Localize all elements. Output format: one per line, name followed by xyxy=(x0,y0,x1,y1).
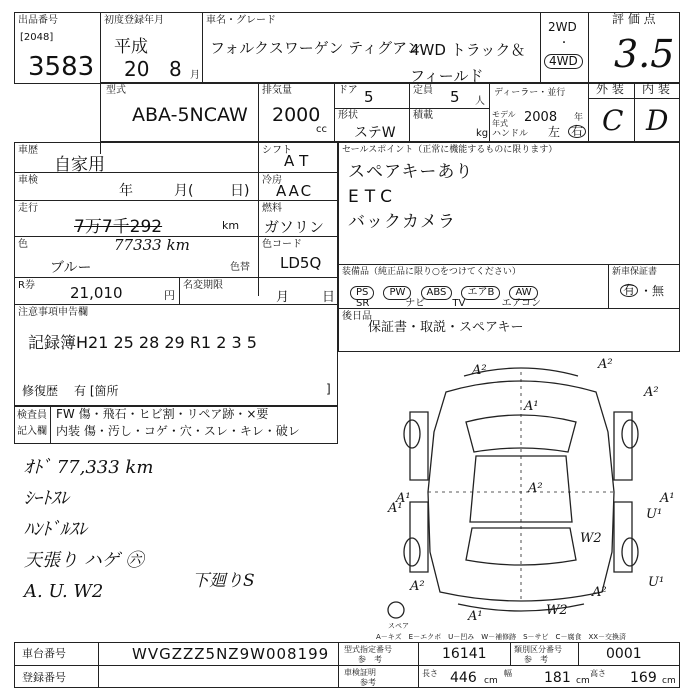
damage-mark: A¹ xyxy=(396,491,411,506)
damage-mark: W2 xyxy=(580,531,602,546)
dims-label: 車検証明 xyxy=(344,668,376,677)
drive-dot: ・ xyxy=(559,38,569,49)
spare-label: スペア xyxy=(388,622,409,630)
repair-label: 修復歴 xyxy=(22,384,59,398)
name-change-label: 名変期限 xyxy=(183,280,223,291)
warranty-dot: ・ xyxy=(640,284,653,298)
note-line: ｵﾄﾞ 77,333 km xyxy=(24,457,154,478)
recycle-label: R券 xyxy=(18,280,35,291)
inspection-month: 月( xyxy=(174,183,194,199)
equip-pw: PW xyxy=(383,286,411,300)
dims-sub: 参考 xyxy=(360,678,376,687)
type-value: ABA-5NCAW xyxy=(132,104,248,126)
color-label: 色 xyxy=(18,239,28,250)
type-label: 型式 xyxy=(106,85,126,96)
damage-mark: A² xyxy=(472,363,487,378)
sales-point: スペアキーあり xyxy=(348,162,474,182)
width-value: 181 xyxy=(544,670,571,686)
handle-label: ハンドル xyxy=(492,129,529,139)
warranty-label: 新車保証書 xyxy=(612,267,658,277)
damage-mark: U¹ xyxy=(648,575,665,590)
capacity-label: 定員 xyxy=(413,85,433,96)
damage-mark: U¹ xyxy=(646,507,663,522)
interior-label: 内 装 xyxy=(642,82,670,96)
height-value: 169 xyxy=(630,670,657,686)
damage-mark: A² xyxy=(598,357,613,372)
model-year-label: モデル年式 xyxy=(492,110,516,128)
displacement-label: 排気量 xyxy=(262,85,292,96)
equip-ps: PS xyxy=(350,286,374,300)
equip-abs: ABS xyxy=(421,286,453,300)
handle-left: 左 xyxy=(548,125,561,139)
lot-label: 出品番号 xyxy=(18,15,58,26)
era: 平成 xyxy=(114,37,148,57)
sales-point: ETC xyxy=(348,187,398,207)
inspection-year: 年 xyxy=(119,183,133,199)
options-label: 後日品 xyxy=(342,311,372,322)
recycle-value: 21,010 xyxy=(70,284,123,302)
notes-value: 記録簿H21 25 28 29 R1 2 3 5 xyxy=(28,333,257,352)
model-code-sub: 参 考 xyxy=(358,655,382,664)
interior-value: D xyxy=(646,104,669,137)
length-value: 446 xyxy=(450,670,477,686)
cooler-value: AAC xyxy=(276,182,314,200)
equip-sr: SR xyxy=(356,298,370,309)
doors-value: 5 xyxy=(364,88,374,106)
drive-4wd: 4WD xyxy=(544,54,583,69)
shape-label: 形状 xyxy=(338,110,358,121)
mileage-value: 7万7千292 xyxy=(74,217,163,237)
month-unit: 月 xyxy=(190,70,200,81)
notes-label: 注意事項申告欄 xyxy=(18,307,88,318)
mileage-label: 走行 xyxy=(18,203,38,214)
damage-mark: A² xyxy=(528,481,543,496)
inspector-line2: 内装 傷・汚し・コゲ・穴・スレ・キレ・破レ xyxy=(56,424,300,438)
car-name: フォルクスワーゲン ティグアン xyxy=(210,39,422,57)
history-label: 車歴 xyxy=(18,145,38,156)
damage-mark: A¹ xyxy=(468,609,483,624)
note-line: ｼｰﾄｽﾚ xyxy=(24,488,69,509)
note-line: A. U. W2 xyxy=(24,581,104,602)
model-code-label: 型式指定番号 xyxy=(344,645,392,654)
model-grade-label: 車名・グレード xyxy=(206,15,276,26)
note-line: ﾊﾝﾄﾞﾙｽﾚ xyxy=(24,519,87,540)
chassis-value: WVGZZZ5NZ9W008199 xyxy=(132,645,330,663)
reg-label: 登録番号 xyxy=(22,671,66,684)
class-code-sub: 参 考 xyxy=(524,655,548,664)
drive-2wd: 2WD xyxy=(548,20,577,34)
rating-label: 評 価 点 xyxy=(612,12,656,26)
width-unit: cm xyxy=(576,676,590,686)
options-value: 保証書・取説・スペアキー xyxy=(368,320,524,335)
lot-small: [2048] xyxy=(20,32,54,43)
doors-label: ドア xyxy=(338,85,358,96)
inspector-line1: FW 傷・飛石・ヒビ割・リペア跡・×要 xyxy=(56,407,269,421)
length-label: 長さ xyxy=(422,669,438,678)
color-note: 77333 km xyxy=(114,236,190,254)
damage-mark: A² xyxy=(592,585,607,600)
model-year-value: 2008 xyxy=(524,110,558,125)
color-value: ブルー xyxy=(50,260,92,276)
capacity-value: 5 xyxy=(450,88,460,106)
inspection-day: 日) xyxy=(230,183,250,199)
car-damage-diagram xyxy=(376,352,675,630)
capacity-unit: 人 xyxy=(475,96,485,107)
first-reg-label: 初度登録年月 xyxy=(104,15,164,26)
displacement-unit: cc xyxy=(316,124,327,135)
auction-sheet: 出品番号 [2048] 3583 初度登録年月 平成 20 8 月 車名・グレード フォルクスワーゲン ティグアン 4WD トラック＆フィールド 2WD ・ 4WD 評 価 点 3.5 型式 ABA-5NCAW 排気量 2000 cc ドア 5 定員 5 人 形状 ステW 積載 kg ディーラー・並行 モデル年式 2008 年 ハンドル 左 右 外 装 内 装 C D 車歴 自家用 シフト AT 車検 年 月( 日) 冷房 AAC 走行 7万7千292 km 燃料 ガソリン 色 77333 km ブルー 色替 色コード LD5Q R券 21,010 円 名変期限 月 日 注意事項申告欄 記録簿H21 25 28 29 R1 2 3 5 修復歴 有 [箇所 ] セールスポイント（正常に機能するものに限ります） スペアキーあり ETC バックカメラ 装備品（純正品に限り○をつけてください） PS PW ABS エアB AW SR ナビ TV エアコン 新車保証書 有 ・ 無 後日品 保証書・取説・スペアキー 検査員 記入欄 FW 傷・飛石・ヒビ割・リペア跡・×要 内装 傷・汚し・コゲ・穴・スレ・キレ・破レ ｵﾄﾞ 77,333 km ｼｰﾄｽﾚ ﾊﾝﾄﾞﾙｽﾚ 天張り ハゲ ㊅ A. U. W2 下廻りS A² A² A² A² A² A² A¹ A¹ A¹ A¹ U¹ U¹ W2 W2 A¹ スペア A－キズ E－エクボ U－凹み W－補修跡 S－サビ C－腐食 XX－交換済 車台番号 WVGZZZ5NZ9W008199 登録番号 型式指定番号 参 考 16141 類別区分番号 参 考 0001 車検証明 参考 長さ 446 cm 幅 181 cm 高さ 169 cm xyxy=(14,12,680,688)
handwritten-notes xyxy=(24,452,153,607)
inspector-label1: 検査員 xyxy=(17,410,47,421)
height-label: 高さ xyxy=(590,669,606,678)
rating-value: 3.5 xyxy=(614,32,675,76)
load-unit: kg xyxy=(476,128,489,139)
height-unit: cm xyxy=(662,676,676,686)
dealer-label: ディーラー・並行 xyxy=(494,88,566,98)
damage-mark: A¹ xyxy=(660,491,675,506)
fuel-label: 燃料 xyxy=(262,203,282,214)
shape-value: ステW xyxy=(354,125,396,141)
damage-mark: A¹ xyxy=(388,501,403,516)
load-label: 積載 xyxy=(413,110,433,121)
equip-aircon: エアコン xyxy=(501,298,542,309)
inspector-label2: 記入欄 xyxy=(17,426,47,437)
color-code-value: LD5Q xyxy=(280,254,322,272)
color-replace-label: 色替 xyxy=(230,262,250,273)
history-value: 自家用 xyxy=(54,155,105,175)
inspection-label: 車検 xyxy=(18,175,38,186)
shift-value: AT xyxy=(284,152,315,170)
equip-tv: TV xyxy=(452,298,466,309)
year: 20 xyxy=(124,57,150,81)
sales-point: バックカメラ xyxy=(348,212,456,232)
class-code-value: 0001 xyxy=(606,646,642,662)
displacement-value: 2000 xyxy=(272,104,321,126)
damage-mark: A² xyxy=(644,385,659,400)
exterior-value: C xyxy=(602,104,624,137)
width-label: 幅 xyxy=(504,669,512,678)
equip-navi: ナビ xyxy=(405,298,426,309)
model-code-value: 16141 xyxy=(442,646,487,662)
exterior-label: 外 装 xyxy=(596,82,624,96)
cooler-label: 冷房 xyxy=(262,175,282,186)
sales-label: セールスポイント（正常に機能するものに限ります） xyxy=(342,145,558,155)
name-change-month: 月 xyxy=(276,290,290,305)
repair-value: 有 [箇所 xyxy=(74,384,119,398)
month: 8 xyxy=(169,57,182,81)
handle-right: 右 xyxy=(568,125,586,138)
shift-label: シフト xyxy=(262,145,292,156)
fuel-value: ガソリン xyxy=(264,218,325,236)
warranty-no: 無 xyxy=(652,284,665,298)
recycle-unit: 円 xyxy=(164,289,175,302)
mileage-unit: km xyxy=(222,219,240,232)
class-code-label: 類別区分番号 xyxy=(514,645,562,654)
damage-mark: A¹ xyxy=(524,399,539,414)
equip-aw: AW xyxy=(509,286,537,300)
note-line: 天張り ハゲ ㊅ xyxy=(24,550,144,571)
damage-legend: A－キズ E－エクボ U－凹み W－補修跡 S－サビ C－腐食 XX－交換済 xyxy=(376,633,627,641)
warranty-yes: 有 xyxy=(620,284,638,297)
note-underbody: 下廻りS xyxy=(192,571,255,591)
length-unit: cm xyxy=(484,676,498,686)
damage-mark: W2 xyxy=(546,603,568,618)
grade: 4WD トラック＆フィールド xyxy=(410,41,526,85)
name-change-day: 日 xyxy=(322,290,336,305)
lot-number: 3583 xyxy=(28,52,95,82)
color-code-label: 色コード xyxy=(262,239,302,250)
damage-mark: A² xyxy=(410,579,425,594)
equipment-label: 装備品（純正品に限り○をつけてください） xyxy=(342,267,521,277)
equip-airbag: エアB xyxy=(461,286,500,300)
model-year-unit: 年 xyxy=(574,113,584,123)
sales-points xyxy=(348,160,473,235)
chassis-label: 車台番号 xyxy=(22,647,66,660)
equipment-bottom xyxy=(356,294,542,309)
